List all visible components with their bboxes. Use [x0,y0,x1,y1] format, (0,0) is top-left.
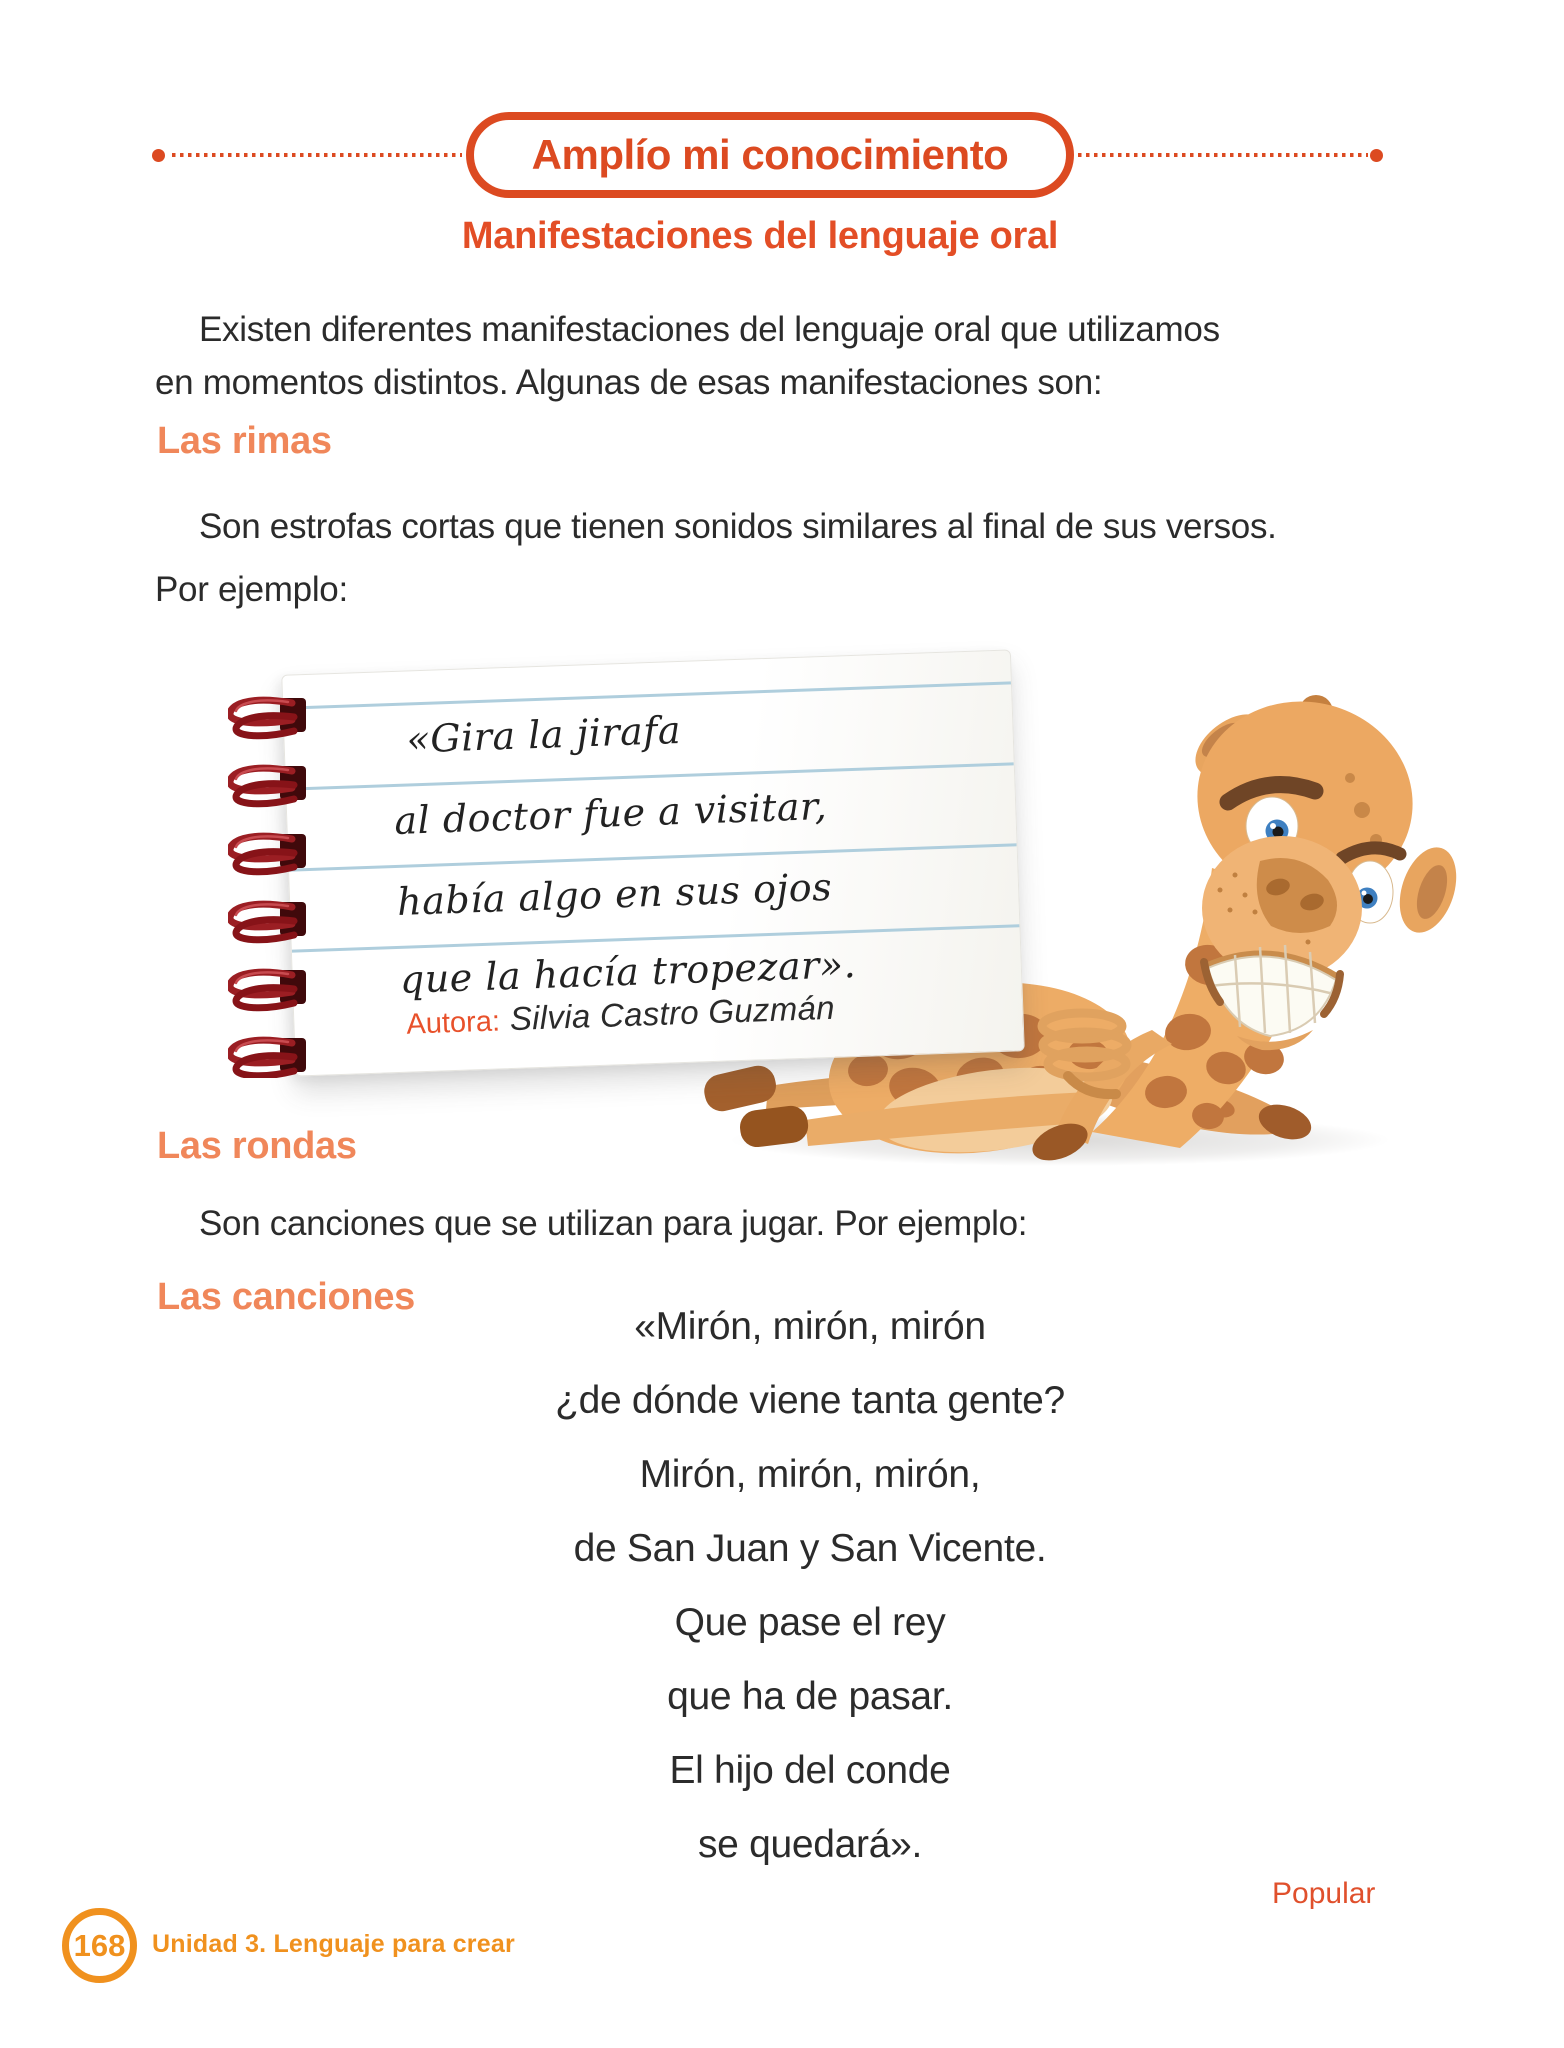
rimas-paragraph-line: Por ejemplo: [155,570,348,609]
footer-unit-label: Unidad 3. Lenguaje para crear [152,1930,515,1958]
song-attribution: Popular [1272,1877,1376,1910]
spiral-binding-icon [228,688,312,1078]
song-line: El hijo del conde [669,1749,951,1792]
giraffe-head [1179,682,1460,1050]
notebook-paper [281,649,1025,1076]
page-title: Manifestaciones del lenguaje oral [461,215,1059,257]
badge-label: Amplío mi conocimiento [531,131,1009,178]
poem-line: había algo en sus ojos [396,864,833,924]
rimas-heading: Las rimas [157,420,332,462]
song-line: Que pase el rey [674,1601,946,1644]
header-dotted-rule-left [172,153,462,157]
canciones-heading: Las canciones [157,1276,415,1318]
poem-author-label: Autora: [405,1005,501,1041]
song-line: «Mirón, mirón, mirón [634,1305,986,1348]
rondas-paragraph: Son canciones que se utilizan para jugar. Por ejemplo: [199,1204,1028,1243]
rimas-paragraph-line: Son estrofas cortas que tienen sonidos similares al final de sus versos. [199,507,1277,546]
header-dot-left-icon [152,149,165,162]
knowledge-badge [466,112,1074,198]
song-line: Mirón, mirón, mirón, [639,1453,981,1496]
header-dotted-rule-right [1078,153,1368,157]
song-line: de San Juan y San Vicente. [573,1527,1047,1570]
rondas-heading: Las rondas [157,1125,357,1167]
intro-paragraph-line: Existen diferentes manifestaciones del lenguaje oral que utilizamos [199,310,1220,349]
intro-paragraph-line: en momentos distintos. Algunas de esas manifestaciones son: [155,363,1103,402]
page-number-badge [62,1908,137,1983]
song-block [160,1290,1460,1882]
header-dot-right-icon [1370,149,1383,162]
poem-line: al doctor fue a visitar, [393,783,828,843]
giraffe-tail-icon [1028,1008,1144,1108]
page-number: 168 [73,1927,126,1963]
song-line: que ha de pasar. [667,1675,953,1718]
song-line: ¿de dónde viene tanta gente? [555,1379,1065,1422]
poem-line: «Gira la jirafa [405,707,682,762]
poem-author-name: Silvia Castro Guzmán [509,988,836,1038]
song-line: se quedará». [697,1823,923,1866]
poem-line: que la hacía tropezar». [399,941,857,1002]
